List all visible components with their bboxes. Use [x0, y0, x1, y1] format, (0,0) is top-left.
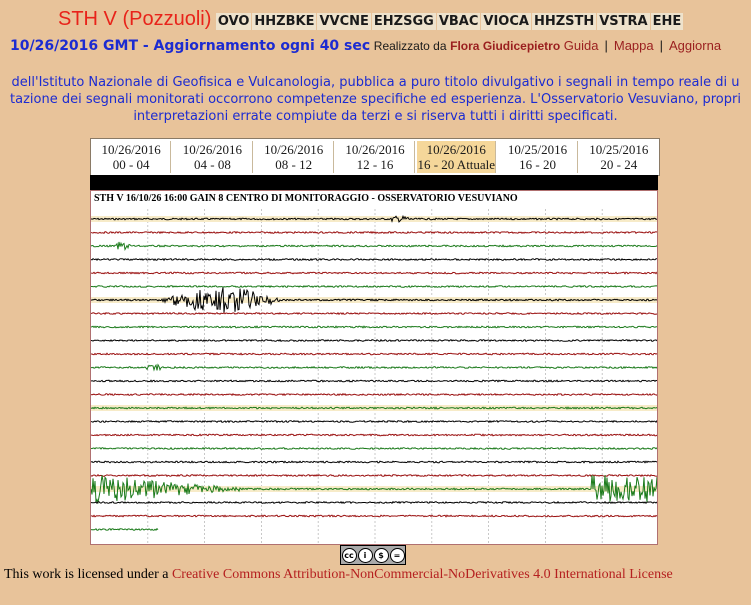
cc-icon: cc: [342, 548, 357, 563]
seismic-trace: [91, 434, 658, 436]
guide-link[interactable]: Guida: [563, 38, 599, 53]
tab-range: 00 - 04: [112, 157, 150, 172]
sub-header: [10, 38, 721, 54]
tab-date: 10/26/2016: [101, 142, 161, 157]
tab-range: 16 - 20 Attuale: [417, 157, 496, 172]
nc-icon: $: [374, 548, 389, 563]
seismic-trace: [91, 272, 658, 274]
title-row: [58, 8, 684, 31]
station-link[interactable]: EHZSGG: [373, 14, 434, 29]
station-link[interactable]: VBAC: [438, 14, 479, 29]
seismogram-header: STH V 16/10/26 16:00 GAIN 8 CENTRO DI MONITORAGGIO - OSSERVATORIO VESUVIANO: [94, 193, 518, 204]
tab-1026-12-16[interactable]: [336, 141, 415, 173]
tab-date: 10/26/2016: [426, 142, 486, 157]
tab-1026-00-04[interactable]: [92, 141, 171, 173]
seismic-trace: [91, 353, 658, 355]
disclaimer-line: dell'Istituto Nazionale di Geofisica e Vulcanologia, pubblica a puro titolo divulgativo i segnali in tempo reale di u: [11, 75, 740, 90]
seismic-trace: [91, 340, 658, 342]
station-link[interactable]: VIOCA: [483, 14, 529, 29]
author-name: Flora Giudicepietro: [450, 39, 561, 53]
license-text: [4, 567, 673, 583]
separator: |: [659, 38, 664, 53]
author-label: Realizzato da: [373, 39, 447, 53]
seismic-trace: [91, 475, 658, 477]
tab-range: 04 - 08: [194, 157, 231, 172]
seismic-trace: [91, 365, 658, 371]
time-tabs: [90, 138, 660, 176]
seismogram-panel: [90, 190, 658, 545]
disclaimer-line: interpretazioni errate compiute da terzi e si riserva tutti i diritti specificati.: [133, 109, 618, 124]
nd-icon: =: [390, 548, 405, 563]
seismic-trace: [91, 502, 658, 504]
tab-1026-04-08[interactable]: [173, 141, 252, 173]
tab-date: 10/26/2016: [264, 142, 324, 157]
seismic-trace: [91, 475, 658, 502]
refresh-link[interactable]: Aggiorna: [669, 38, 722, 53]
seismic-trace: [91, 380, 658, 382]
disclaimer-line: tazione dei segnali monitorati occorrono competenze specifiche ed esperienza. L'Osservatorio Vesuviano, propri: [10, 92, 741, 107]
seismic-trace: [91, 394, 658, 396]
tab-date: 10/25/2016: [507, 142, 568, 157]
seismic-trace: [91, 529, 158, 531]
seismic-trace: [91, 242, 658, 250]
tab-1026-16-20-current[interactable]: [417, 141, 496, 173]
by-icon: i: [358, 548, 373, 563]
seismic-trace: [91, 461, 658, 463]
tab-range: 12 - 16: [356, 157, 394, 172]
seismogram-plot: [91, 191, 658, 545]
disclaimer-notice: [0, 74, 751, 125]
station-link[interactable]: HHZBKE: [254, 14, 315, 29]
separator: |: [604, 38, 608, 53]
map-link[interactable]: Mappa: [613, 38, 654, 53]
tab-date: 10/25/2016: [589, 142, 649, 157]
tab-1025-20-24[interactable]: [580, 141, 658, 173]
station-link[interactable]: EHE: [652, 14, 682, 29]
seismic-trace: [91, 448, 658, 450]
update-date: 10/26/2016 GMT - Aggiornamento ogni 40 sec: [10, 38, 371, 54]
station-link[interactable]: VVCNE: [319, 14, 369, 29]
tab-date: 10/26/2016: [345, 142, 405, 157]
license-prefix: This work is licensed under a: [4, 567, 172, 582]
seismic-trace: [91, 421, 658, 423]
tab-range: 20 - 24: [600, 157, 638, 172]
seismic-trace: [91, 259, 658, 261]
license-link[interactable]: Creative Commons Attribution-NonCommercial-NoDerivatives 4.0 International License: [171, 567, 673, 582]
divider-bar: [90, 175, 658, 190]
tab-date: 10/26/2016: [182, 142, 243, 157]
tab-1025-16-20[interactable]: [498, 141, 577, 173]
seismic-trace: [91, 232, 658, 234]
cc-license-badge[interactable]: [340, 545, 406, 565]
seismic-trace: [91, 313, 658, 315]
tab-range: 08 - 12: [275, 157, 313, 172]
seismic-trace: [91, 286, 658, 288]
page-title: STH V (Pozzuoli): [58, 8, 212, 30]
station-link[interactable]: HHZSTH: [533, 14, 595, 29]
seismic-trace: [91, 515, 658, 517]
station-link[interactable]: VSTRA: [599, 14, 648, 29]
station-link[interactable]: OVO: [217, 14, 250, 29]
seismic-trace: [91, 326, 658, 328]
tab-range: 16 - 20: [519, 157, 556, 172]
tab-1026-08-12[interactable]: [255, 141, 334, 173]
